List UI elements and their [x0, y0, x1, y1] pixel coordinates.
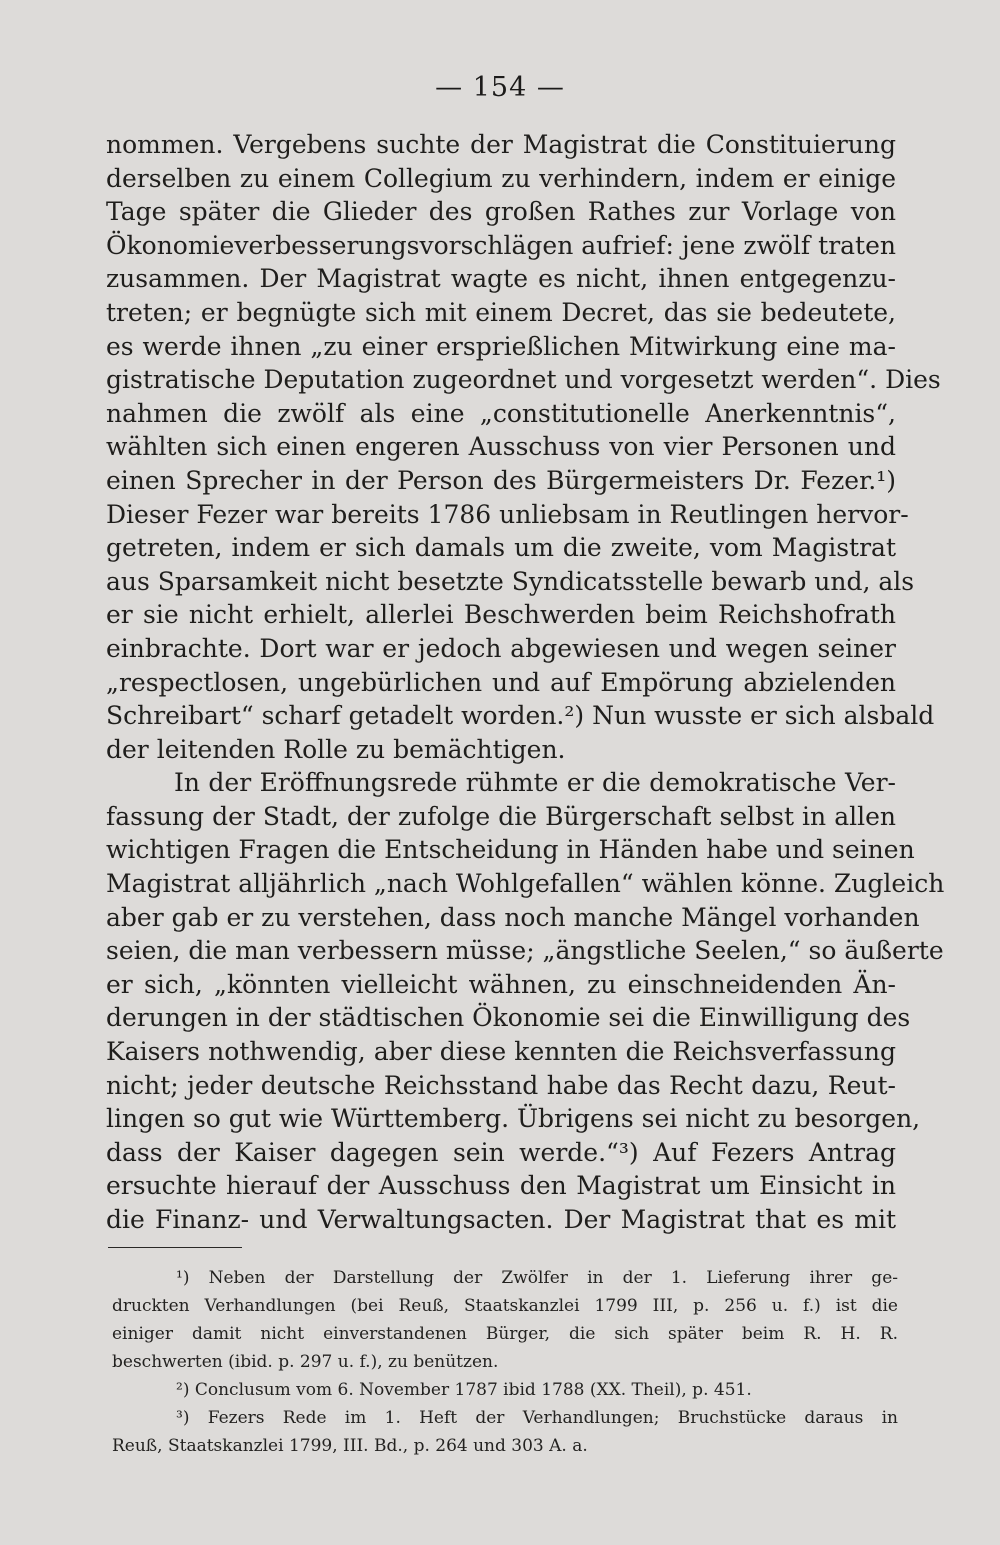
text-line: aber gab er zu verstehen, dass noch manche Mängel vorhanden	[106, 902, 920, 932]
text-line: nommen. Vergebens suchte der Magistrat die Constituierung	[106, 130, 896, 159]
text-line: zusammen. Der Magistrat wagte es nicht, ihnen entgegenzu-	[106, 264, 896, 294]
footnote-1-line: einiger damit nicht einverstandenen Bürger, die sich später beim R. H. R.	[112, 1324, 898, 1344]
text-line: wichtigen Fragen die Entscheidung in Händen habe und seinen	[106, 835, 915, 865]
text-line: wählten sich einen engeren Ausschuss von vier Personen und	[106, 432, 896, 462]
paragraph-start-line: In der Eröffnungsrede rühmte er die demokratische Ver-	[174, 768, 896, 798]
text-line: Magistrat alljährlich „nach Wohlgefallen“ wählen könne. Zugleich	[106, 869, 945, 899]
footnote-3-line: ³) Fezers Rede im 1. Heft der Verhandlungen; Bruchstücke daraus in	[176, 1408, 898, 1428]
body-text	[106, 128, 945, 1237]
text-line: einen Sprecher in der Person des Bürgermeisters Dr. Fezer.¹)	[106, 465, 896, 495]
text-line: Tage später die Glieder des großen Rathes zur Vorlage von	[106, 197, 896, 227]
footnote-1-line: beschwerten (ibid. p. 297 u. f.), zu benützen.	[112, 1352, 499, 1372]
text-line: aus Sparsamkeit nicht besetzte Syndicatsstelle bewarb und, als	[106, 566, 915, 596]
text-line: treten; er begnügte sich mit einem Decret, das sie bedeutete,	[106, 297, 896, 327]
footnote-2-line: ²) Conclusum vom 6. November 1787 ibid 1788 (XX. Theil), p. 451.	[176, 1380, 752, 1400]
text-line: ersuchte hierauf der Ausschuss den Magistrat um Einsicht in	[106, 1171, 896, 1201]
text-line: seien, die man verbessern müsse; „ängstliche Seelen,“ so äußerte	[106, 936, 944, 966]
text-line: derungen in der städtischen Ökonomie sei die Einwilligung des	[106, 1003, 911, 1033]
text-line: lingen so gut wie Württemberg. Übrigens sei nicht zu besorgen,	[106, 1104, 921, 1134]
footnotes	[112, 1264, 898, 1460]
text-line: derselben zu einem Collegium zu verhindern, indem er einige	[106, 163, 896, 193]
page-number: — 154 —	[435, 72, 565, 103]
text-line: gistratische Deputation zugeordnet und vorgesetzt werden“. Dies	[106, 365, 941, 395]
paragraph-end-line: der leitenden Rolle zu bemächtigen.	[106, 734, 566, 764]
text-line: es werde ihnen „zu einer ersprießlichen Mitwirkung eine ma-	[106, 331, 896, 361]
text-line: dass der Kaiser dagegen sein werde.“³) Auf Fezers Antrag	[106, 1137, 896, 1167]
text-line: Schreibart“ scharf getadelt worden.²) Nun wusste er sich alsbald	[106, 701, 935, 731]
text-line: „respectlosen, ungebürlichen und auf Empörung abzielenden	[106, 667, 896, 697]
footnote-1-line: druckten Verhandlungen (bei Reuß, Staatskanzlei 1799 III, p. 256 u. f.) ist die	[112, 1296, 898, 1316]
text-line: Kaisers nothwendig, aber diese kennten die Reichsverfassung	[106, 1037, 896, 1067]
text-line: er sie nicht erhielt, allerlei Beschwerden beim Reichshofrath	[106, 600, 896, 630]
text-line: Dieser Fezer war bereits 1786 unliebsam in Reutlingen hervor-	[106, 499, 909, 529]
text-line: fassung der Stadt, der zufolge die Bürgerschaft selbst in allen	[106, 801, 896, 831]
footnote-3-line: Reuß, Staatskanzlei 1799, III. Bd., p. 264 und 303 A. a.	[112, 1436, 588, 1456]
text-line: nahmen die zwölf als eine „constitutionelle Anerkenntnis“,	[106, 398, 896, 428]
text-line: Ökonomieverbesserungsvorschlägen aufrief: jene zwölf traten	[106, 230, 896, 260]
text-line: einbrachte. Dort war er jedoch abgewiesen und wegen seiner	[106, 633, 896, 663]
text-line: die Finanz- und Verwaltungsacten. Der Magistrat that es mit	[106, 1205, 896, 1234]
text-line: getreten, indem er sich damals um die zweite, vom Magistrat	[106, 533, 896, 563]
footnote-1-line: ¹) Neben der Darstellung der Zwölfer in der 1. Lieferung ihrer ge-	[176, 1268, 898, 1288]
text-line: er sich, „könnten vielleicht wähnen, zu einschneidenden Än-	[106, 969, 896, 999]
text-line: nicht; jeder deutsche Reichsstand habe das Recht dazu, Reut-	[106, 1070, 896, 1100]
footnote-divider	[108, 1247, 242, 1248]
